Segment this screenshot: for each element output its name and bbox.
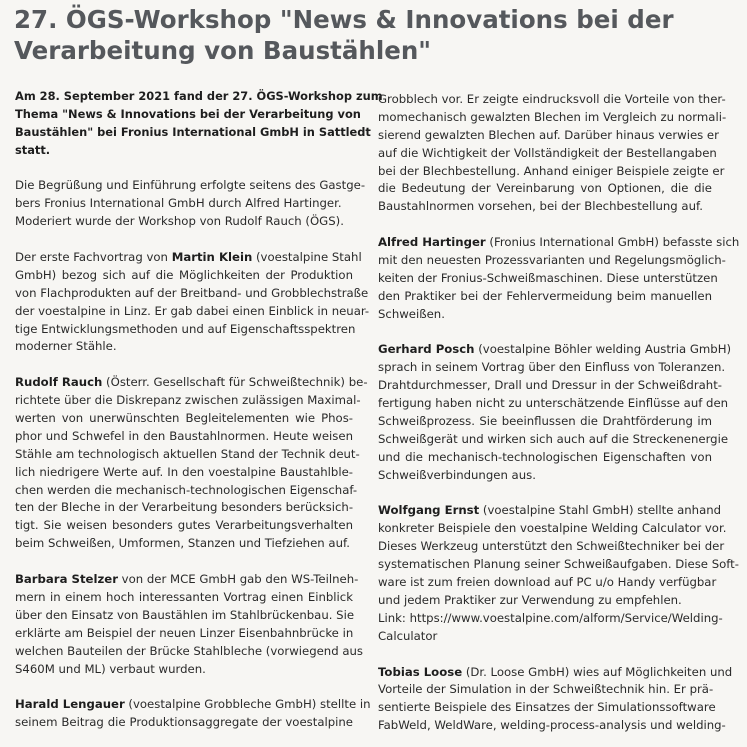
text-line: Moderiert wurde der Workshop von Rudolf Rauch (ÖGS). bbox=[15, 214, 344, 229]
text-line bbox=[15, 571, 359, 589]
text-line: konkreter Beispiele den voestalpine Welding Calculator vor. bbox=[378, 521, 727, 536]
text-line: GmbH) bezog sich auf die Möglichkeiten der Produktion bbox=[15, 267, 353, 282]
lengauer-continued-paragraph bbox=[378, 91, 727, 216]
speaker-name: Wolfgang Ernst bbox=[378, 503, 480, 518]
speaker-name: Tobias Loose bbox=[378, 664, 463, 679]
klein-paragraph bbox=[15, 249, 370, 356]
text-line: bers Fronius International GmbH durch Alfred Hartinger. bbox=[15, 196, 342, 211]
loose-post: (Dr. Loose GmbH) wies auf Möglichkeiten und bbox=[462, 664, 733, 679]
text-line: systematischen Planung seiner Schweißaufgaben. Diese Soft- bbox=[378, 557, 739, 572]
text-line: mern in einem hoch interessanten Vortrag einen Einblick bbox=[15, 589, 353, 604]
speaker-name: Gerhard Posch bbox=[378, 342, 475, 357]
text-line: tigt. Sie weisen besonders gutes Verarbeitungsverhalten bbox=[15, 518, 353, 533]
text-line: erklärte am Beispiel der neuen Linzer Eisenbahnbrücke in bbox=[15, 625, 354, 640]
text-line: Schweißgerät und wirken sich auch auf die Streckenenergie bbox=[378, 431, 729, 446]
text-line: richtete über die Diskrepanz zwischen zulässigen Maximal- bbox=[15, 393, 361, 408]
text-line bbox=[15, 249, 362, 267]
link-text[interactable]: Link: https://www.voestalpine.com/alform/Service/Welding- bbox=[378, 610, 723, 625]
text-line: chen werden die mechanisch-technologischen Eigenschaf- bbox=[15, 482, 358, 497]
text-line: welchen Bauteilen der Brücke Stahlbleche (vorwiegend aus bbox=[15, 643, 364, 658]
link-text[interactable]: Calculator bbox=[378, 628, 438, 643]
text-line: ten der Bleche in der Verarbeitung besonders berücksich- bbox=[15, 500, 354, 515]
speaker-name: Martin Klein bbox=[171, 250, 253, 265]
ernst-post: (voestalpine Stahl GmbH) stellte anhand bbox=[479, 503, 722, 518]
title-line-2: Verarbeitung von Baustählen" bbox=[14, 36, 432, 65]
ernst-paragraph bbox=[378, 502, 739, 645]
rauch-paragraph bbox=[15, 374, 368, 553]
text-line: fertigung haben nicht zu unterschätzende Einflüsse auf den bbox=[378, 396, 729, 411]
article-title bbox=[14, 4, 734, 66]
stelzer-paragraph bbox=[15, 571, 364, 678]
text-line: der voestalpine in Linz. Er gab dabei einen Einblick in neuar- bbox=[15, 303, 370, 318]
text-line bbox=[15, 696, 371, 714]
posch-post: (voestalpine Böhler welding Austria GmbH) bbox=[474, 342, 732, 357]
text-line: tige Entwicklungsmethoden und auf Eigenschaftsspektren bbox=[15, 321, 356, 336]
title-line-1: 27. ÖGS-Workshop "News & Innovations bei der bbox=[14, 5, 674, 34]
lead-paragraph bbox=[15, 88, 383, 160]
text-line: momechanisch gewalzten Blechen im Vergleich zu normali- bbox=[378, 109, 727, 124]
text-line bbox=[378, 502, 722, 520]
text-line: von Flachprodukten auf der Breitband- und Grobblechstraße bbox=[15, 285, 369, 300]
text-line: Stähle am technologisch aktuellen Stand der Technik deut- bbox=[15, 446, 360, 461]
lengauer-post: (voestalpine Grobbleche GmbH) stellte in bbox=[124, 697, 371, 712]
loose-paragraph bbox=[378, 664, 733, 736]
hartinger-paragraph bbox=[378, 234, 740, 323]
text-line: sierend gewalzten Blechen auf. Darüber hinaus verwies er bbox=[378, 127, 719, 142]
text-line: über den Einsatz von Baustählen im Stahlbrückenbau. Sie bbox=[15, 607, 355, 622]
text-line: S460M und ML) verbaut wurden. bbox=[15, 661, 206, 676]
text-line: die Bedeutung der Vereinbarung von Optionen, die die bbox=[378, 181, 712, 196]
speaker-name: Harald Lengauer bbox=[15, 697, 125, 712]
text-line: Drahtdurchmesser, Drall und Dressur in der Schweißdraht- bbox=[378, 378, 723, 393]
speaker-name: Alfred Hartinger bbox=[378, 235, 486, 250]
text-line: Schweißprozess. Sie beeinflussen die Drahtförderung im bbox=[378, 414, 712, 429]
text-line: FabWeld, WeldWare, welding-process-analysis und welding- bbox=[378, 718, 726, 733]
lengauer-paragraph bbox=[15, 696, 371, 732]
intro-paragraph bbox=[15, 177, 366, 231]
text-line: mit den neuesten Prozessvarianten und Regelungsmöglich- bbox=[378, 253, 726, 268]
posch-paragraph bbox=[378, 341, 732, 484]
text-line: sentierte Beispiele des Einsatzes der Simulationssoftware bbox=[378, 700, 716, 715]
text-line: phor und Schwefel in den Baustahlnormen. Heute weisen bbox=[15, 428, 353, 443]
text-line bbox=[378, 341, 732, 359]
text-line: Am 28. September 2021 fand der 27. ÖGS-Workshop zum bbox=[15, 89, 383, 103]
klein-pre: Der erste Fachvortrag von bbox=[15, 250, 172, 265]
rauch-post: (Österr. Gesellschaft für Schweißtechnik) be- bbox=[102, 375, 368, 390]
text-line: lich niedrigere Werte auf. In den voestalpine Baustahlble- bbox=[15, 464, 353, 479]
text-line: beim Schweißen, Umformen, Stanzen und Tiefziehen auf. bbox=[15, 536, 350, 551]
text-line: seinem Beitrag die Produktionsaggregate der voestalpine bbox=[15, 715, 353, 730]
text-line: moderner Stähle. bbox=[15, 339, 117, 354]
left-column bbox=[15, 88, 383, 732]
text-line: und die mechanisch-technologischen Eigenschaften von bbox=[378, 449, 712, 464]
text-line: den Praktiker bei der Fehlervermeidung beim manuellen bbox=[378, 288, 712, 303]
text-line: Thema "News & Innovations bei der Verarbeitung von bbox=[15, 106, 361, 121]
stelzer-post: von der MCE GmbH gab den WS-Teilneh- bbox=[117, 572, 359, 587]
text-line bbox=[15, 374, 368, 392]
text-line: statt. bbox=[15, 142, 51, 157]
text-line: keiten der Fronius-Schweißmaschinen. Diese unterstützen bbox=[378, 270, 718, 285]
speaker-name: Barbara Stelzer bbox=[15, 572, 118, 587]
text-line bbox=[378, 664, 733, 682]
text-line: Vorteile der Simulation in der Schweißtechnik hin. Er prä- bbox=[378, 682, 714, 697]
text-line: sprach in seinem Vortrag über den Einfluss von Toleranzen. bbox=[378, 360, 726, 375]
text-line: bei der Blechbestellung. Anhand einiger Beispiele zeigte er bbox=[378, 163, 725, 178]
text-line: Grobblech vor. Er zeigte eindrucksvoll die Vorteile von ther- bbox=[378, 92, 726, 106]
speaker-name: Rudolf Rauch bbox=[15, 375, 103, 390]
text-line: Baustählen" bei Fronius International GmbH in Sattledt bbox=[15, 124, 371, 139]
text-line: werten von unerwünschten Begleitelementen wie Phos- bbox=[15, 411, 353, 426]
hartinger-post: (Fronius International GmbH) befasste sich bbox=[485, 235, 740, 250]
text-line bbox=[378, 234, 740, 252]
text-line: Dieses Werkzeug unterstützt den Schweißtechniker bei der bbox=[378, 539, 725, 554]
klein-post: (voestalpine Stahl bbox=[252, 250, 362, 265]
text-line: auf die Wichtigkeit der Vollständigkeit der Bestellangaben bbox=[378, 145, 717, 160]
text-line: ware ist zum freien download auf PC u/o Handy verfügbar bbox=[378, 575, 717, 590]
text-line: Schweißverbindungen aus. bbox=[378, 467, 536, 482]
right-column bbox=[378, 91, 740, 735]
text-line: und jedem Praktiker zur Verwendung zu empfehlen. bbox=[378, 592, 682, 607]
text-line: Schweißen. bbox=[378, 306, 445, 321]
text-line: Die Begrüßung und Einführung erfolgte seitens des Gastge- bbox=[15, 178, 366, 193]
text-line: Baustahlnormen vorsehen, bei der Blechbestellung auf. bbox=[378, 199, 703, 214]
